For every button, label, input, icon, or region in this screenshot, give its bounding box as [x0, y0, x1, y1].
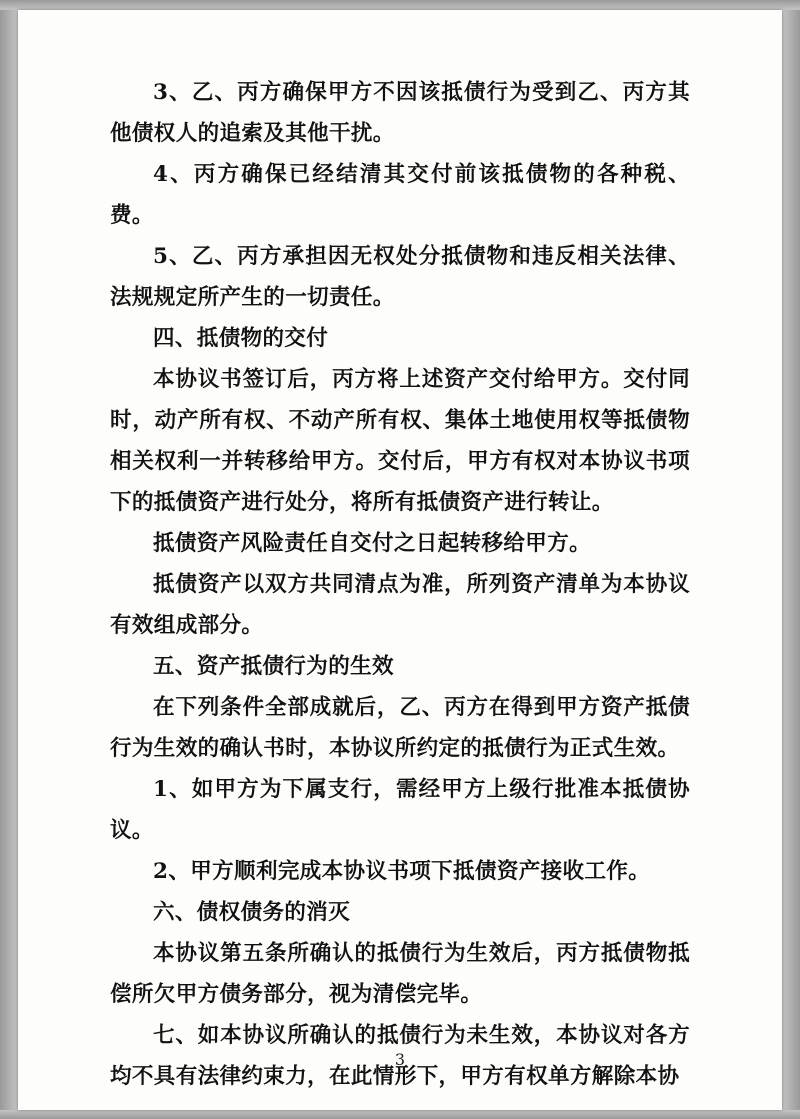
- scan-edge-top: [0, 0, 800, 10]
- paragraph: 抵债资产风险责任自交付之日起转移给甲方。: [153, 531, 592, 556]
- paragraph: 5、乙、丙方承担因无权处分抵债物和违反相关法律、法规规定所产生的一切责任。: [110, 244, 690, 310]
- paragraph: 本协议第五条所确认的抵债行为生效后，丙方抵债物抵偿所欠甲方债务部分，视为清偿完毕。: [110, 941, 690, 1007]
- paragraph: 抵债资产以双方共同清点为准，所列资产清单为本协议有效组成部分。: [110, 572, 690, 638]
- paragraph: 4、丙方确保已经结清其交付前该抵债物的各种税、费。: [110, 162, 690, 228]
- section-heading: 五、资产抵债行为的生效: [153, 654, 394, 679]
- page-number: 3: [394, 1050, 406, 1069]
- scan-edge-left: [0, 0, 18, 1119]
- paragraph: 本协议书签订后，丙方将上述资产交付给甲方。交付同时，动产所有权、不动产所有权、集体土地使用权等抵债物相关权利一并转移给甲方。交付后，甲方有权对本协议书项下的抵债资产进行处分，将所有抵债资产进行转让。: [110, 367, 690, 515]
- document-body: [110, 72, 690, 1097]
- paragraph: 3、乙、丙方确保甲方不因该抵债行为受到乙、丙方其他债权人的追索及其他干扰。: [110, 80, 690, 146]
- paragraph: 1、如甲方为下属支行，需经甲方上级行批准本抵债协议。: [110, 777, 690, 843]
- paragraph: 2、甲方顺利完成本协议书项下抵债资产接收工作。: [153, 859, 651, 884]
- section-heading: 四、抵债物的交付: [153, 326, 329, 351]
- scan-edge-bottom: [0, 1110, 800, 1119]
- scan-edge-right: [782, 0, 800, 1119]
- paragraph: 在下列条件全部成就后，乙、丙方在得到甲方资产抵债行为生效的确认书时，本协议所约定的抵债行为正式生效。: [110, 695, 690, 761]
- section-heading: 六、债权债务的消灭: [153, 900, 351, 925]
- paragraph: 七、如本协议所确认的抵债行为未生效，本协议对各方均不具有法律约束力，在此情形下，甲方有权单方解除本协: [110, 1023, 690, 1089]
- document-page: [18, 10, 782, 1110]
